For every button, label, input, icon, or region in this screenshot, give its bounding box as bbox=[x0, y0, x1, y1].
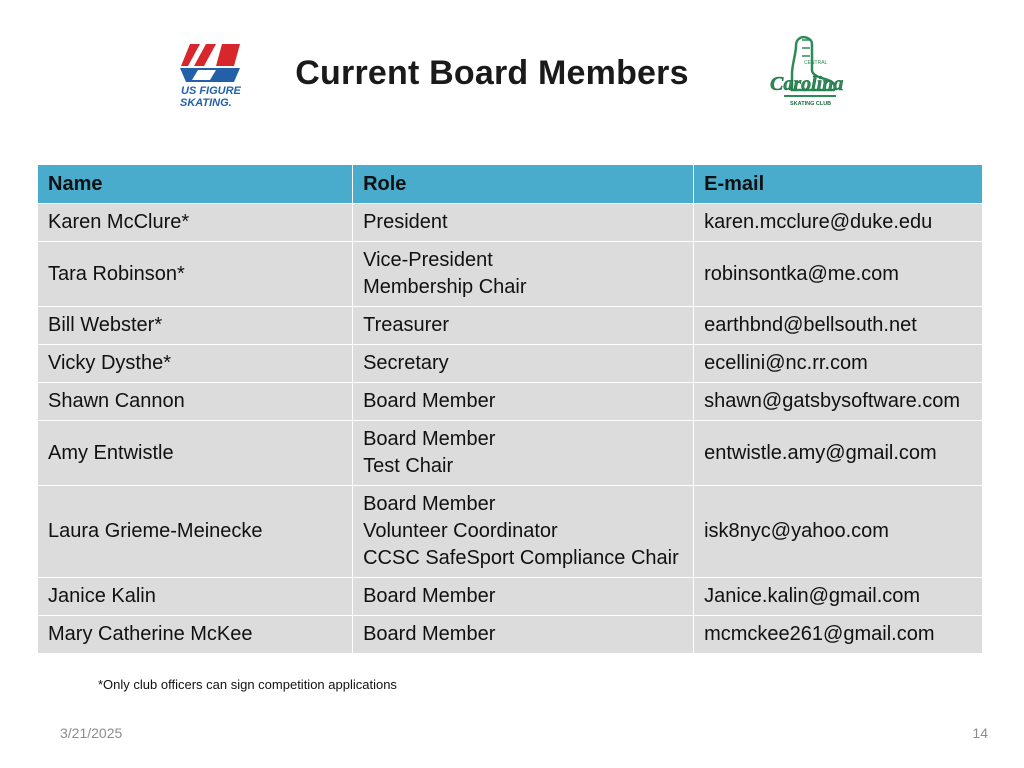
role-line: President bbox=[363, 211, 448, 233]
member-email: isk8nyc@yahoo.com bbox=[694, 486, 983, 578]
member-email: ecellini@nc.rr.com bbox=[694, 345, 983, 383]
club-text-carolina: Carolina bbox=[770, 73, 844, 95]
member-name: Shawn Cannon bbox=[38, 383, 353, 421]
role-line: Board Member bbox=[363, 585, 496, 607]
table-row bbox=[38, 383, 983, 421]
central-carolina-skating-club-logo bbox=[766, 34, 848, 112]
member-role bbox=[353, 345, 694, 383]
us-figure-skating-text-2: SKATING. bbox=[180, 97, 232, 109]
member-role bbox=[353, 383, 694, 421]
member-role bbox=[353, 307, 694, 345]
slide-date: 3/21/2025 bbox=[60, 725, 123, 741]
member-email: entwistle.amy@gmail.com bbox=[694, 421, 983, 486]
table-header-row bbox=[38, 165, 983, 204]
member-name: Janice Kalin bbox=[38, 578, 353, 616]
page-number: 14 bbox=[972, 725, 988, 741]
member-name: Mary Catherine McKee bbox=[38, 616, 353, 654]
table-row bbox=[38, 204, 983, 242]
member-role bbox=[353, 421, 694, 486]
table-row bbox=[38, 486, 983, 578]
member-name: Bill Webster* bbox=[38, 307, 353, 345]
role-line: Test Chair bbox=[363, 455, 454, 477]
table-row bbox=[38, 345, 983, 383]
member-email: mcmckee261@gmail.com bbox=[694, 616, 983, 654]
page-title: Current Board Members bbox=[295, 54, 689, 92]
member-name: Laura Grieme-Meinecke bbox=[38, 486, 353, 578]
table-row bbox=[38, 616, 983, 654]
header-role: Role bbox=[353, 165, 694, 204]
member-role bbox=[353, 616, 694, 654]
footnote: *Only club officers can sign competition applications bbox=[98, 677, 397, 692]
role-line: Vice-President bbox=[363, 249, 493, 271]
table-row bbox=[38, 242, 983, 307]
us-figure-skating-text-1: US FIGURE bbox=[181, 85, 241, 97]
role-line: CCSC SafeSport Compliance Chair bbox=[363, 547, 679, 569]
role-line: Board Member bbox=[363, 493, 496, 515]
member-name: Karen McClure* bbox=[38, 204, 353, 242]
member-email: shawn@gatsbysoftware.com bbox=[694, 383, 983, 421]
board-members-table bbox=[37, 164, 983, 654]
member-email: Janice.kalin@gmail.com bbox=[694, 578, 983, 616]
member-email: earthbnd@bellsouth.net bbox=[694, 307, 983, 345]
role-line: Volunteer Coordinator bbox=[363, 520, 558, 542]
table-row bbox=[38, 307, 983, 345]
member-name: Vicky Dysthe* bbox=[38, 345, 353, 383]
club-text-central: CENTRAL bbox=[804, 60, 828, 66]
skate-emblem bbox=[766, 34, 848, 112]
table-row bbox=[38, 578, 983, 616]
header-name: Name bbox=[38, 165, 353, 204]
member-name: Tara Robinson* bbox=[38, 242, 353, 307]
member-email: karen.mcclure@duke.edu bbox=[694, 204, 983, 242]
role-line: Board Member bbox=[363, 623, 496, 645]
member-role bbox=[353, 242, 694, 307]
role-line: Treasurer bbox=[363, 314, 450, 336]
member-role bbox=[353, 204, 694, 242]
role-line: Membership Chair bbox=[363, 276, 527, 298]
club-text-skating-club: SKATING CLUB bbox=[790, 101, 832, 107]
member-role bbox=[353, 578, 694, 616]
role-line: Board Member bbox=[363, 428, 496, 450]
header-email: E-mail bbox=[694, 165, 983, 204]
member-role bbox=[353, 486, 694, 578]
table-row bbox=[38, 421, 983, 486]
member-email: robinsontka@me.com bbox=[694, 242, 983, 307]
member-name: Amy Entwistle bbox=[38, 421, 353, 486]
role-line: Board Member bbox=[363, 390, 496, 412]
role-line: Secretary bbox=[363, 352, 449, 374]
